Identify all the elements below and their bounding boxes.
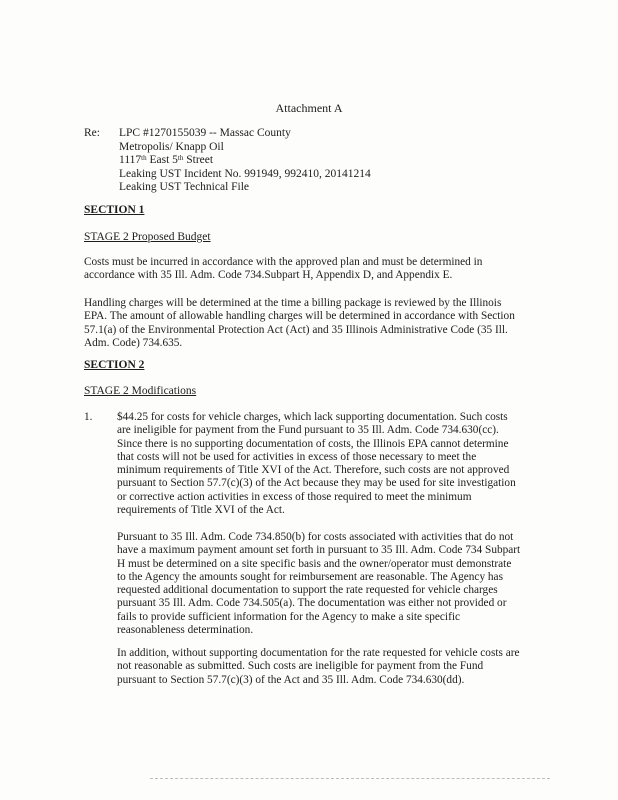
- item-1-paragraph-vehicle: $44.25 for costs for vehicle charges, which lack supporting documentation. Such costs are ineligible for payment from the Fund pursuant to 35 Ill. Adm. Code 734.630(cc). Since there is no supporting documentation of costs, the Illinois EPA cannot determine that costs will not be used for activities in excess of those necessary to meet the minimum requirements of Title XVI of the Act. Therefore, such costs are not approved pursuant to Section 57.7(c)(3) of the Act because they may be used for site investigation or corrective action activities in excess of those required to meet the minimum requirements of Title XVI of the Act.: [117, 411, 516, 517]
- section-1-paragraph-costs: Costs must be incurred in accordance with the approved plan and must be determined in accordance with 35 Ill. Adm. Code 734.Subpart H, Appendix D, and Appendix E.: [84, 256, 483, 282]
- address-number-suffix: th: [141, 154, 147, 163]
- item-1-paragraph-addition: In addition, without supporting documentation for the rate requested for vehicle costs are not reasonable as submitted. Such costs are ineligible for payment from the Fund pursuant to Section 57.7(c)(3) of the Act and 35 Ill. Adm. Code 734.630(dd).: [117, 647, 520, 686]
- address-street-suffix: th: [177, 154, 184, 163]
- re-line-file: Leaking UST Technical File: [119, 181, 250, 194]
- re-line-facility: Metropolis/ Knapp Oil: [119, 140, 224, 153]
- item-number: 1.: [84, 411, 93, 423]
- section-1-heading: SECTION 1: [84, 204, 145, 216]
- re-label: Re:: [84, 127, 100, 139]
- address-street-type: Street: [183, 154, 214, 167]
- section-2-heading: SECTION 2: [84, 359, 145, 371]
- address-street: East 5: [146, 154, 178, 167]
- document-title: Attachment A: [275, 101, 343, 115]
- item-1-paragraph-pursuant: Pursuant to 35 Ill. Adm. Code 734.850(b) for costs associated with activities that do not have a maximum payment amount set forth in pursuant to 35 Ill. Adm. Code 734 Subpart H must be determined on a site specific basis and the owner/operator must demonstrate to the Agency the amounts sought for reimbursement are reasonable. The Agency has requested additional documentation to support the rate requested for vehicle charges pursuant 35 Ill. Adm. Code 734.505(a). The documentation was either not provided or fails to provide sufficient information for the Agency to make a site specific reasonableness determination.: [117, 531, 521, 637]
- section-1-paragraph-handling: Handling charges will be determined at the time a billing package is reviewed by the Illinois EPA. The amount of allowable handling charges will be determined in accordance with Section 57.1(a) of the Environmental Protection Act (Act) and 35 Illinois Administrative Code (35 Ill. Adm. Code) 734.635.: [84, 297, 515, 349]
- re-line-lpc: LPC #1270155039 -- Massac County: [119, 127, 291, 139]
- section-1-subheading: STAGE 2 Proposed Budget: [84, 231, 211, 243]
- re-line-incident: Leaking UST Incident No. 991949, 992410, 20141214: [119, 167, 371, 180]
- re-block: [119, 127, 371, 195]
- address-number: 1117: [119, 154, 142, 167]
- scan-artifact-line: [150, 778, 550, 779]
- re-line-address: [119, 154, 371, 168]
- section-2-subheading: STAGE 2 Modifications: [84, 385, 197, 397]
